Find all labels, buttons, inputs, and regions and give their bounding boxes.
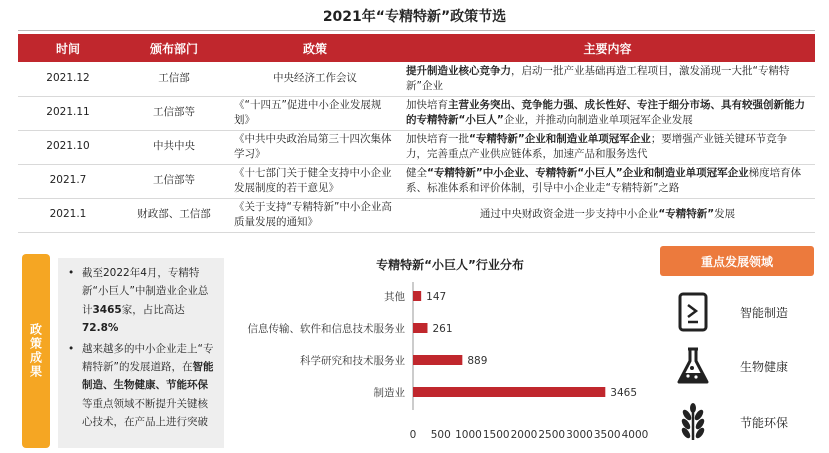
tick-label: 1000 [455, 429, 482, 441]
header-content: 主要内容 [400, 34, 815, 62]
bar [413, 355, 462, 365]
row-date: 2021.12 [18, 62, 118, 96]
row-content [400, 130, 815, 164]
category-label: 科学研究和技术服务业 [300, 355, 405, 367]
focus-label: 节能环保 [740, 415, 789, 430]
data-label: 3465 [610, 387, 638, 399]
result-item [66, 340, 218, 432]
result-number: 3465 [92, 303, 122, 316]
content-bold: “专精特新”中小企业、专精特新“小巨人”企业和制造业单项冠军企业 [427, 166, 749, 179]
table-row [18, 96, 815, 130]
tick-label: 4000 [621, 429, 649, 441]
focus-label: 智能制造 [740, 305, 789, 320]
row-content [400, 164, 815, 198]
category-label: 信息传输、软件和信息技术服务业 [247, 323, 405, 335]
tick-label: 2500 [538, 429, 566, 441]
data-label: 889 [467, 355, 488, 367]
table-header-row [18, 34, 815, 62]
table-row [18, 164, 815, 198]
row-dept: 财政部、工信部 [118, 198, 230, 232]
tick-label: 500 [430, 429, 451, 441]
row-policy: 《十七部门关于健全支持中小企业发展制度的若干意见》 [230, 164, 400, 198]
content-rest: ；要增强产业链关键环节竞争力，完善重点产业供应链体系，加速产品和服务迭代 [406, 132, 788, 160]
row-date: 2021.7 [18, 164, 118, 198]
result-bold: 智能制造、生物健康、节能环保 [82, 360, 214, 392]
category-label: 其他 [384, 291, 405, 303]
result-item [66, 264, 218, 338]
tick-label: 3500 [593, 429, 621, 441]
result-text: 越来越多的中小企业走上“专精特新”的发展道路，在 [82, 342, 214, 373]
chart-title: 专精特新“小巨人”行业分布 [376, 258, 524, 272]
result-percent: 72.8% [82, 322, 119, 335]
focus-item-smart-manufacturing [672, 290, 822, 334]
focus-item-bio-health [672, 344, 822, 388]
wheat-icon [672, 400, 714, 444]
page-title: 2021年“专精特新”政策节选 [322, 9, 507, 25]
content-pre: 加快培育一批 [406, 132, 469, 145]
content-pre: 健全 [406, 166, 427, 179]
row-policy: 《关于支持“专精特新”中小企业高质量发展的通知》 [230, 198, 400, 232]
content-rest: 发展 [714, 208, 736, 221]
row-dept: 工信部等 [118, 96, 230, 130]
policy-table [18, 34, 815, 233]
row-date: 2021.11 [18, 96, 118, 130]
focus-item-energy-saving [672, 400, 822, 444]
bar [413, 387, 605, 397]
table-row [18, 130, 815, 164]
focus-label: 生物健康 [740, 359, 789, 374]
table-row [18, 198, 815, 232]
header-policy: 政策 [230, 34, 400, 62]
row-policy: 《“十四五”促进中小企业发展规划》 [230, 96, 400, 130]
row-dept: 工信部 [118, 62, 230, 96]
bar [413, 323, 427, 333]
row-policy: 中央经济工作会议 [230, 62, 400, 96]
content-rest: 企业，并推动向制造业单项冠军企业发展 [503, 114, 693, 126]
focus-areas-header: 重点发展领域 [660, 246, 814, 276]
content-pre: 加快培育 [406, 98, 448, 111]
result-text: 等重点领域不断提升关键核心技术，在产品上进行突破 [82, 397, 208, 428]
content-bold: 提升制造业核心竞争力 [406, 64, 511, 77]
row-content [400, 62, 815, 96]
flask-icon [672, 344, 714, 388]
policy-results-label: 政策成果 [22, 254, 50, 448]
result-text: 家，占比高达 [121, 303, 185, 316]
row-dept: 中共中央 [118, 130, 230, 164]
header-date: 时间 [18, 34, 118, 62]
tick-label: 2000 [510, 429, 538, 441]
row-dept: 工信部等 [118, 164, 230, 198]
bar [413, 291, 421, 301]
tick-label: 0 [409, 429, 417, 441]
row-policy: 《中共中央政治局第三十四次集体学习》 [230, 130, 400, 164]
result-text: 截至2022年4月，专精特新“小巨人”中制造业企业总计 [82, 267, 209, 316]
industry-bar-chart [230, 272, 650, 452]
header-dept: 颁布部门 [118, 34, 230, 62]
row-content [400, 96, 815, 130]
category-label: 制造业 [373, 387, 405, 399]
content-rest: ，启动一批产业基础再造工程项目，激发涌现一大批“专精特新”企业 [406, 64, 790, 92]
tick-label: 1500 [482, 429, 510, 441]
row-content [400, 198, 815, 232]
content-rest: 梯度培育体系、标准体系和评价体制，引导中小企业走“专精特新”之路 [406, 166, 802, 194]
content-bold: 主营业务突出、竞争能力强、成长性好、专注于细分市场、具有较强创新能力的专精特新“小巨人” [406, 98, 805, 126]
tick-label: 3000 [566, 429, 593, 441]
title-divider [18, 30, 815, 31]
table-row [18, 62, 815, 96]
data-label: 147 [426, 291, 447, 303]
content-pre: 通过中央财政资金进一步支持中小企业 [479, 208, 659, 221]
data-label: 261 [432, 323, 453, 335]
tablet-icon [672, 290, 714, 334]
row-date: 2021.10 [18, 130, 118, 164]
results-box [58, 258, 224, 448]
content-bold: “专精特新”企业和制造业单项冠军企业 [469, 132, 651, 145]
content-bold: “专精特新” [658, 208, 715, 221]
row-date: 2021.1 [18, 198, 118, 232]
